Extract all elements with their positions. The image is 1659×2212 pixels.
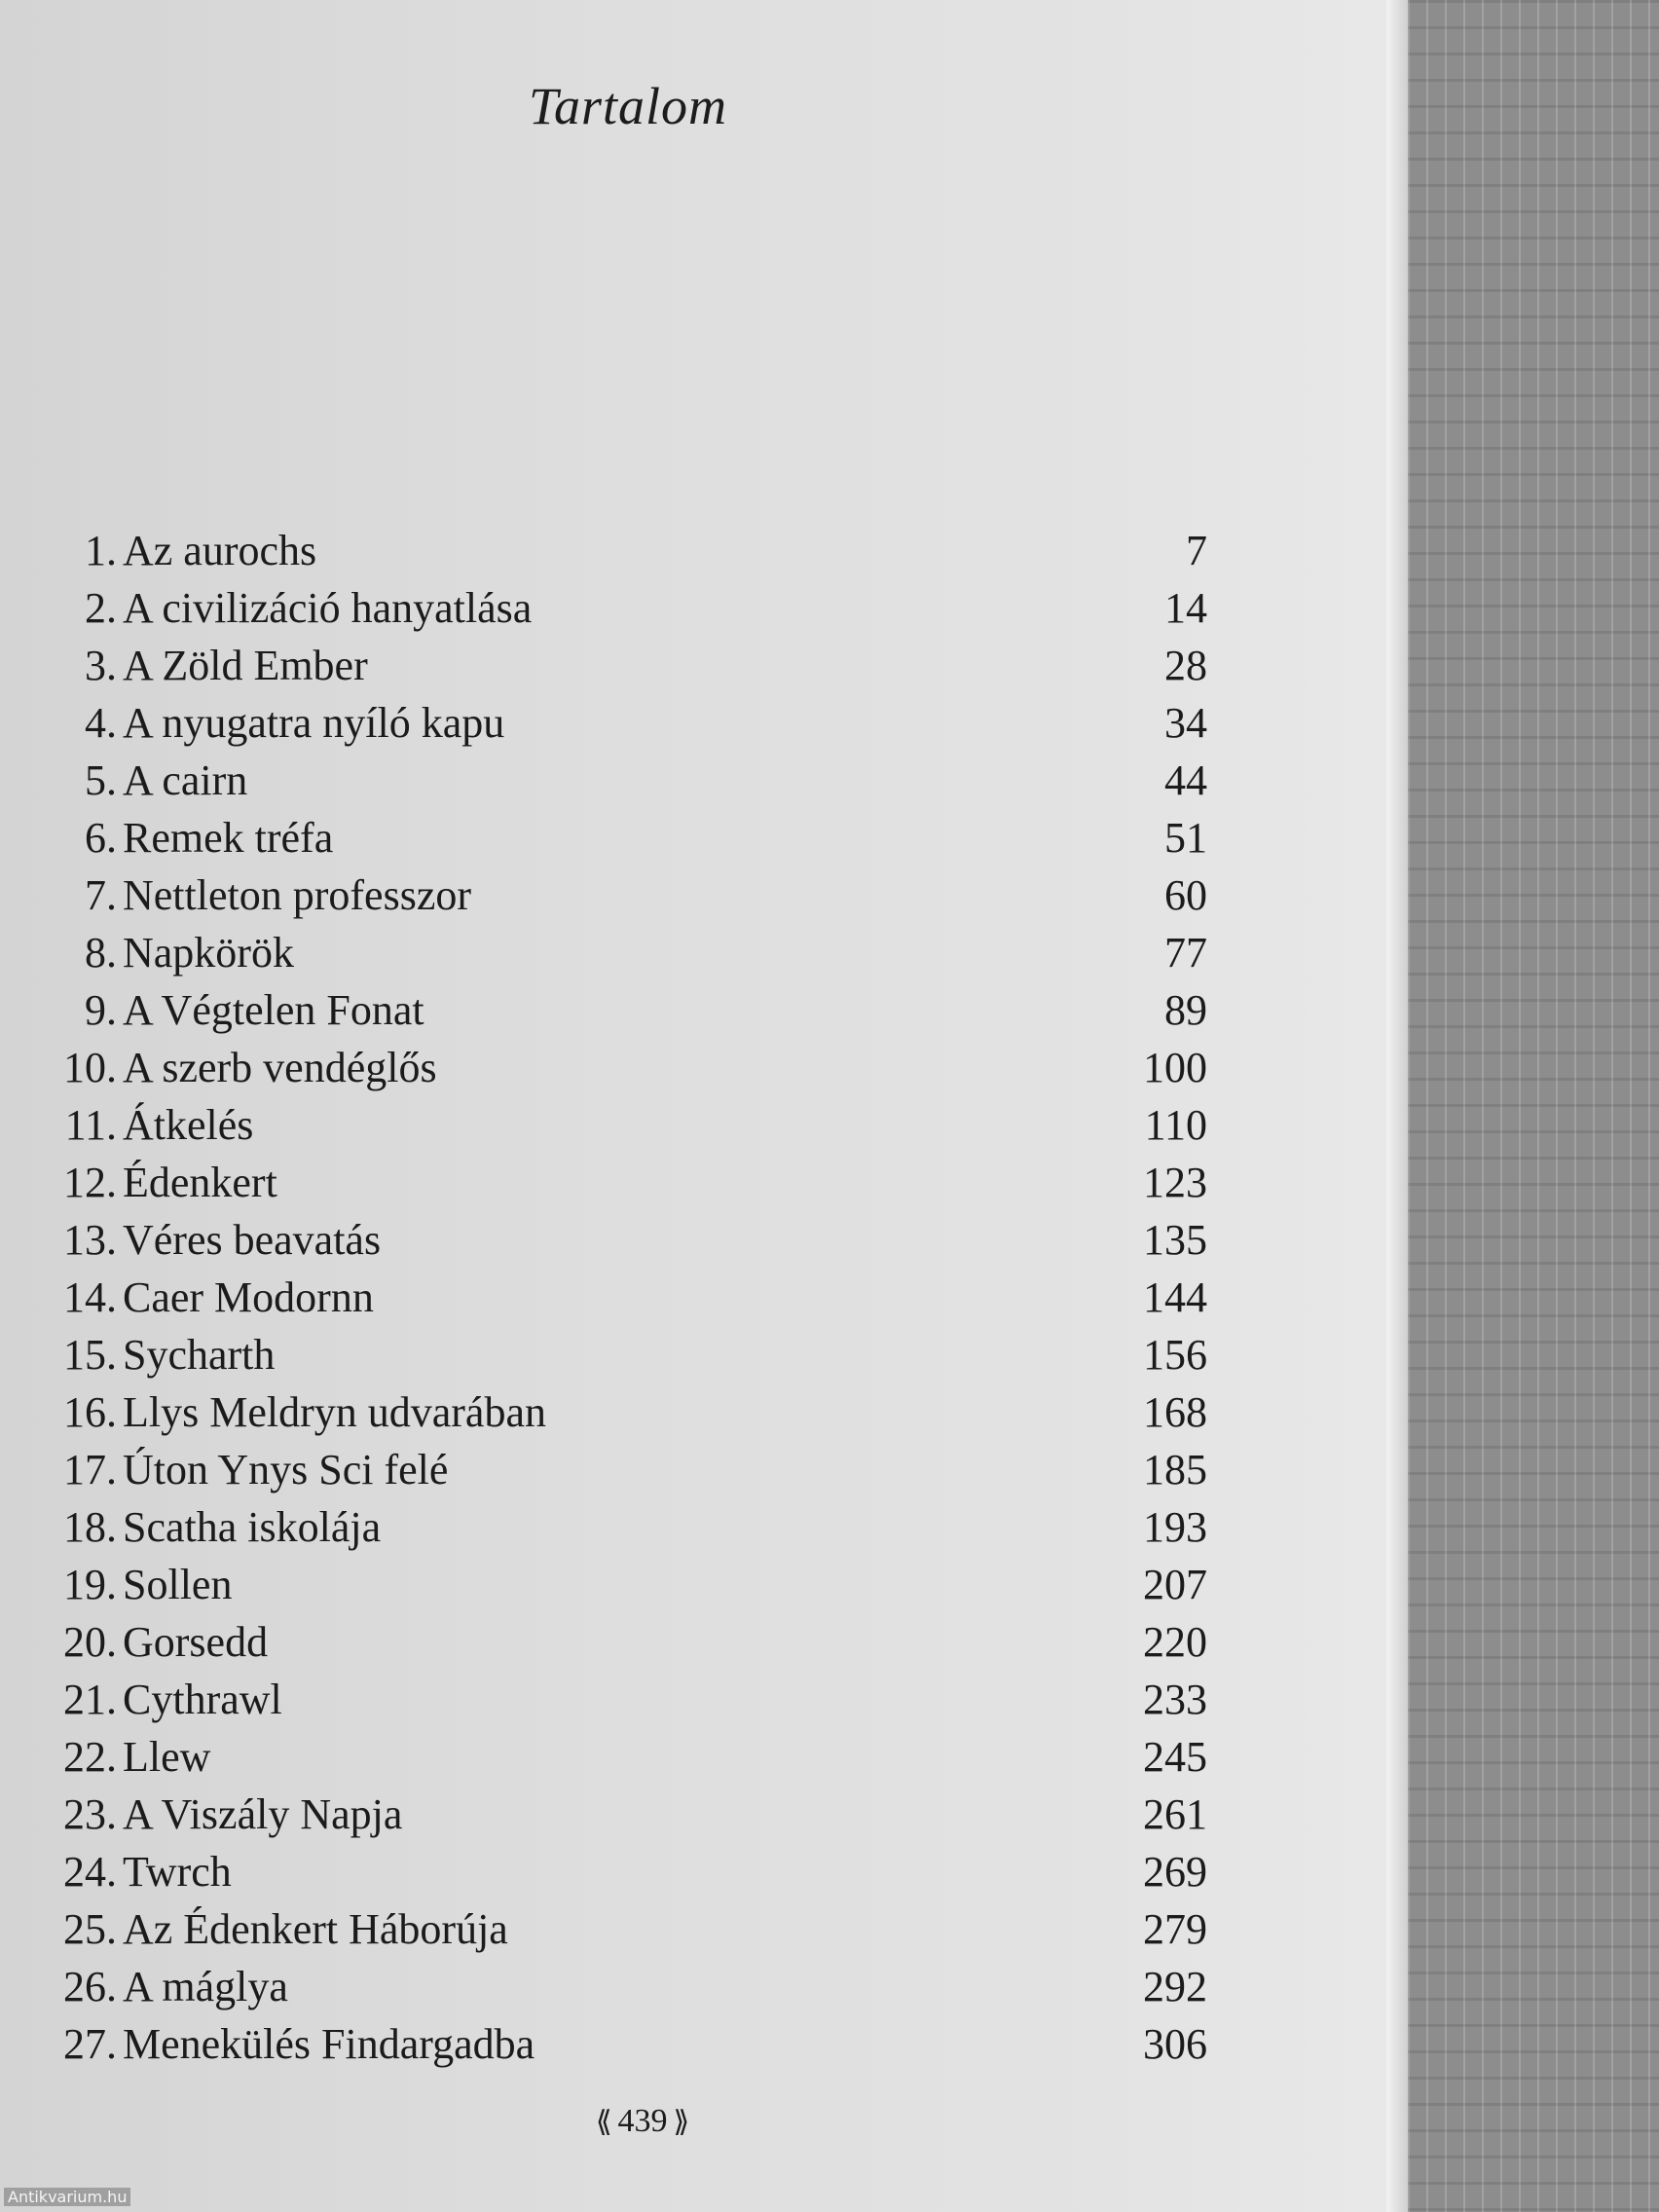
toc-entry-page: 269 (1143, 1848, 1207, 1896)
toc-entry-page: 245 (1143, 1733, 1207, 1781)
toc-entry-number: 14. (63, 1273, 117, 1321)
toc-entry-title: Caer Modornn (123, 1273, 374, 1321)
toc-entry (49, 526, 1207, 583)
toc-entry-number: 1. (85, 527, 117, 574)
toc-entry-page: 292 (1143, 1963, 1207, 2010)
toc-entry-number: 13. (63, 1216, 117, 1264)
toc-entry-number: 6. (85, 814, 117, 862)
toc-entry (49, 1617, 1207, 1675)
toc-entry (49, 1215, 1207, 1272)
toc-entry-page: 51 (1164, 814, 1207, 862)
background-surface (1408, 0, 1659, 2212)
ornament-left-icon: ⟪ (595, 2106, 612, 2138)
watermark: Antikvarium.hu (4, 2188, 130, 2206)
toc-entry (49, 1387, 1207, 1445)
toc-entry-title: Gorsedd (123, 1618, 269, 1666)
page-edge (1386, 0, 1408, 2212)
toc-entry-number: 11. (64, 1101, 117, 1149)
toc-entry-title: A Viszály Napja (123, 1790, 403, 1838)
toc-entry (49, 1100, 1207, 1158)
toc-entry-page: 144 (1143, 1273, 1207, 1321)
toc-entry-page: 261 (1143, 1790, 1207, 1838)
toc-entry-page: 7 (1186, 527, 1207, 574)
toc-entry (49, 1962, 1207, 2019)
toc-entry (49, 1904, 1207, 1962)
page-number: 439 (617, 2103, 668, 2139)
toc-entry (49, 641, 1207, 698)
toc-entry-number: 7. (85, 871, 117, 919)
toc-entry-title: Az Édenkert Háborúja (123, 1905, 508, 1953)
toc-entry (49, 1502, 1207, 1560)
toc-entry (49, 583, 1207, 641)
toc-entry-number: 24. (63, 1848, 117, 1896)
toc-entry-number: 20. (63, 1618, 117, 1666)
toc-entry-page: 279 (1143, 1905, 1207, 1953)
toc-entry-page: 28 (1164, 642, 1207, 689)
toc-entry-title: Twrch (123, 1848, 232, 1896)
toc-entry-title: A nyugatra nyíló kapu (123, 699, 505, 747)
toc-entry-page: 60 (1164, 871, 1207, 919)
toc-entry-page: 207 (1143, 1561, 1207, 1608)
toc-entry-page: 233 (1143, 1676, 1207, 1723)
toc-entry-number: 16. (63, 1388, 117, 1436)
toc-entry-number: 10. (63, 1044, 117, 1091)
toc-entry (49, 698, 1207, 756)
toc-entry (49, 1560, 1207, 1617)
toc-entry-title: A máglya (123, 1963, 288, 2010)
toc-entry-page: 89 (1164, 986, 1207, 1034)
toc-entry-page: 14 (1164, 584, 1207, 632)
toc-entry (49, 870, 1207, 928)
toc-entry-title: Remek tréfa (123, 814, 334, 862)
toc-entry (49, 985, 1207, 1043)
toc-entry-number: 18. (63, 1503, 117, 1551)
toc-entry-title: Cythrawl (123, 1676, 282, 1723)
toc-entry-number: 25. (63, 1905, 117, 1953)
toc-entry-page: 34 (1164, 699, 1207, 747)
toc-entry-page: 193 (1143, 1503, 1207, 1551)
toc-entry-title: Nettleton professzor (123, 871, 471, 919)
toc-entry (49, 756, 1207, 813)
toc-entry (49, 1847, 1207, 1904)
toc-entry-title: Llew (123, 1733, 211, 1781)
toc-entry-number: 5. (85, 756, 117, 804)
toc-entry-page: 110 (1144, 1101, 1207, 1149)
toc-entry-title: Az aurochs (123, 527, 317, 574)
toc-entry-title: A civilizáció hanyatlása (123, 584, 533, 632)
table-of-contents (49, 526, 1207, 2077)
toc-entry-title: Menekülés Findargadba (123, 2020, 535, 2068)
toc-entry-title: Úton Ynys Sci felé (123, 1446, 449, 1493)
toc-entry (49, 1272, 1207, 1330)
toc-entry-page: 306 (1143, 2020, 1207, 2068)
toc-entry-number: 9. (85, 986, 117, 1034)
toc-entry (49, 1043, 1207, 1100)
toc-entry-number: 12. (63, 1159, 117, 1206)
toc-entry (49, 2019, 1207, 2077)
toc-entry-title: Átkelés (123, 1101, 254, 1149)
toc-entry-page: 123 (1143, 1159, 1207, 1206)
toc-entry (49, 1330, 1207, 1387)
toc-entry-number: 4. (85, 699, 117, 747)
toc-entry-page: 168 (1143, 1388, 1207, 1436)
page-footer (0, 2103, 1285, 2140)
toc-entry-number: 2. (85, 584, 117, 632)
toc-entry (49, 928, 1207, 985)
toc-entry (49, 1732, 1207, 1789)
toc-entry-title: Scatha iskolája (123, 1503, 382, 1551)
toc-entry-page: 220 (1143, 1618, 1207, 1666)
toc-entry (49, 813, 1207, 870)
toc-entry-page: 77 (1164, 929, 1207, 977)
toc-entry-title: A szerb vendéglős (123, 1044, 437, 1091)
toc-entry-number: 19. (63, 1561, 117, 1608)
toc-entry-title: A cairn (123, 756, 248, 804)
toc-entry-title: A Zöld Ember (123, 642, 368, 689)
toc-entry-title: Napkörök (123, 929, 294, 977)
toc-entry-page: 185 (1143, 1446, 1207, 1493)
toc-entry-title: Sycharth (123, 1331, 276, 1379)
toc-entry (49, 1789, 1207, 1847)
toc-entry (49, 1445, 1207, 1502)
toc-entry-number: 8. (85, 929, 117, 977)
ornament-right-icon: ⟫ (673, 2106, 690, 2138)
toc-entry (49, 1675, 1207, 1732)
toc-entry-number: 3. (85, 642, 117, 689)
toc-entry-title: Véres beavatás (123, 1216, 382, 1264)
toc-entry-page: 135 (1143, 1216, 1207, 1264)
toc-entry-number: 27. (63, 2020, 117, 2068)
toc-entry-title: Édenkert (123, 1159, 277, 1206)
toc-entry-title: Sollen (123, 1561, 233, 1608)
toc-entry-page: 100 (1143, 1044, 1207, 1091)
page-title: Tartalom (528, 77, 728, 135)
toc-entry (49, 1158, 1207, 1215)
toc-entry-page: 156 (1143, 1331, 1207, 1379)
toc-entry-number: 23. (63, 1790, 117, 1838)
toc-entry-page: 44 (1164, 756, 1207, 804)
toc-entry-number: 22. (63, 1733, 117, 1781)
toc-entry-title: A Végtelen Fonat (123, 986, 424, 1034)
toc-entry-number: 21. (63, 1676, 117, 1723)
toc-entry-number: 17. (63, 1446, 117, 1493)
toc-entry-title: Llys Meldryn udvarában (123, 1388, 546, 1436)
toc-entry-number: 15. (63, 1331, 117, 1379)
toc-entry-number: 26. (63, 1963, 117, 2010)
